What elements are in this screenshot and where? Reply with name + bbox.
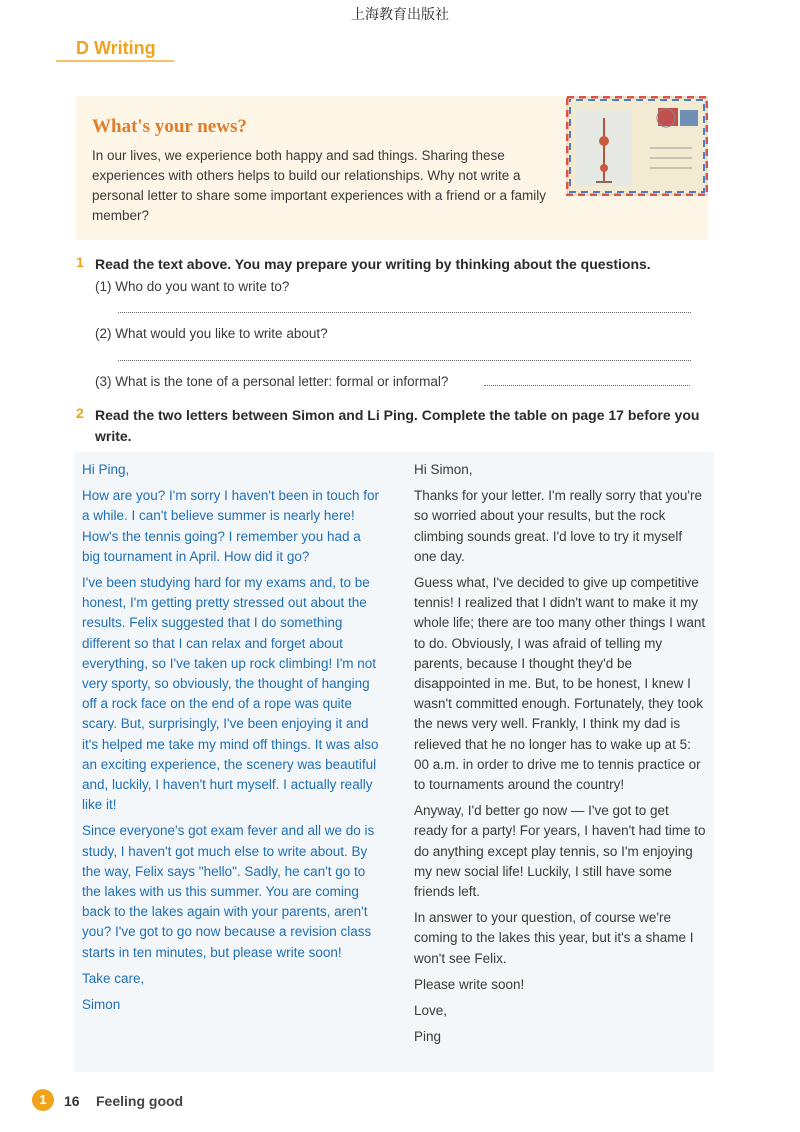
postcard-illustration <box>566 96 708 196</box>
task-2-number: 2 <box>76 405 84 421</box>
page-number: 16 <box>64 1093 80 1109</box>
question-3: (3) What is the tone of a personal letter: formal or informal? <box>95 374 449 389</box>
simon-paragraph: How are you? I'm sorry I haven't been in touch for a while. I can't believe summer is nearly here! How's the tennis going? I remember you had a big tournament in April. How did it go? <box>82 488 380 564</box>
simon-closing: Take care, <box>82 970 145 986</box>
letter-ping <box>414 460 706 1053</box>
ping-paragraph: Anyway, I'd better go now — I've got to get ready for a party! For years, I haven't had time to do anything except play tennis, so I'm enjoying my new social life! Luckily, I still have some friends left. <box>414 803 706 900</box>
ping-signature: Ping <box>414 1029 442 1045</box>
news-box-body: In our lives, we experience both happy and sad things. Sharing these experiences with others helps to build our relationships. Why not write a personal letter to share some important experiences with a friend or a family member? <box>92 148 546 223</box>
ping-paragraph: Guess what, I've decided to give up competitive tennis! I realized that I didn't want to make it my whole life; there are too many other things I want to do. Obviously, I was afraid of telling my parents, because I thought they'd be disappointed in me. But, to be honest, I knew I wasn't committed enough. Fortunately, they took the news very well. Frankly, I think my dad is relieved that he no longer has to wake up at 5: 00 a.m. in order to drive me to tennis practice or to tournaments around the country! <box>414 575 706 793</box>
answer-line-1[interactable] <box>118 312 691 313</box>
simon-paragraph: Since everyone's got exam fever and all we do is study, I haven't got much else to write about. By the way, Felix says "hello". Sadly, he can't go to the lakes with us this summer. You are coming back to the lakes again with your parents, aren't you? I've got to go now because a revision class starts in ten minutes, but please write soon! <box>82 823 375 960</box>
section-title: D Writing <box>76 38 156 58</box>
simon-signature: Simon <box>82 997 121 1013</box>
ping-paragraph: Please write soon! <box>414 976 525 992</box>
ping-closing: Love, <box>414 1003 448 1019</box>
task-2-instruction: Read the two letters between Simon and Li Ping. Complete the table on page 17 before you write. <box>95 407 700 444</box>
answer-line-2[interactable] <box>118 360 691 361</box>
ping-paragraph: Thanks for your letter. I'm really sorry that you're so worried about your results, but the rock climbing sounds great. I'd love to try it myself one day. <box>414 488 703 564</box>
unit-number-badge: 1 <box>32 1089 54 1111</box>
answer-line-3[interactable] <box>484 385 690 386</box>
question-2: (2) What would you like to write about? <box>95 326 328 341</box>
simon-paragraph: I've been studying hard for my exams and, to be honest, I'm getting pretty stressed out about the results. Felix suggested that I do something different so that I can relax and forget about everything, so I've taken up rock climbing! I'm not very sporty, so obviously, the thought of hanging off a rock face on the end of a rope was quite scary. But, surprisingly, I've been enjoying it and it's helped me take my mind off things. It was also an exciting experience, the scenery was beautiful and, luckily, I haven't hurt myself. I actually really like it! <box>82 575 379 813</box>
news-box-title: What's your news? <box>92 116 247 137</box>
section-underline <box>56 60 174 62</box>
task-1-instruction: Read the text above. You may prepare your writing by thinking about the questions. <box>95 256 651 272</box>
question-1: (1) Who do you want to write to? <box>95 279 290 294</box>
letter-simon <box>82 460 382 1021</box>
unit-title: Feeling good <box>96 1093 184 1109</box>
task-1-number: 1 <box>76 254 84 270</box>
simon-greeting: Hi Ping, <box>82 462 130 477</box>
ping-greeting: Hi Simon, <box>414 462 473 477</box>
publisher-name: 上海教育出版社 <box>351 7 449 23</box>
ping-paragraph: In answer to your question, of course we're coming to the lakes this year, but it's a shame I won't see Felix. <box>414 910 694 966</box>
